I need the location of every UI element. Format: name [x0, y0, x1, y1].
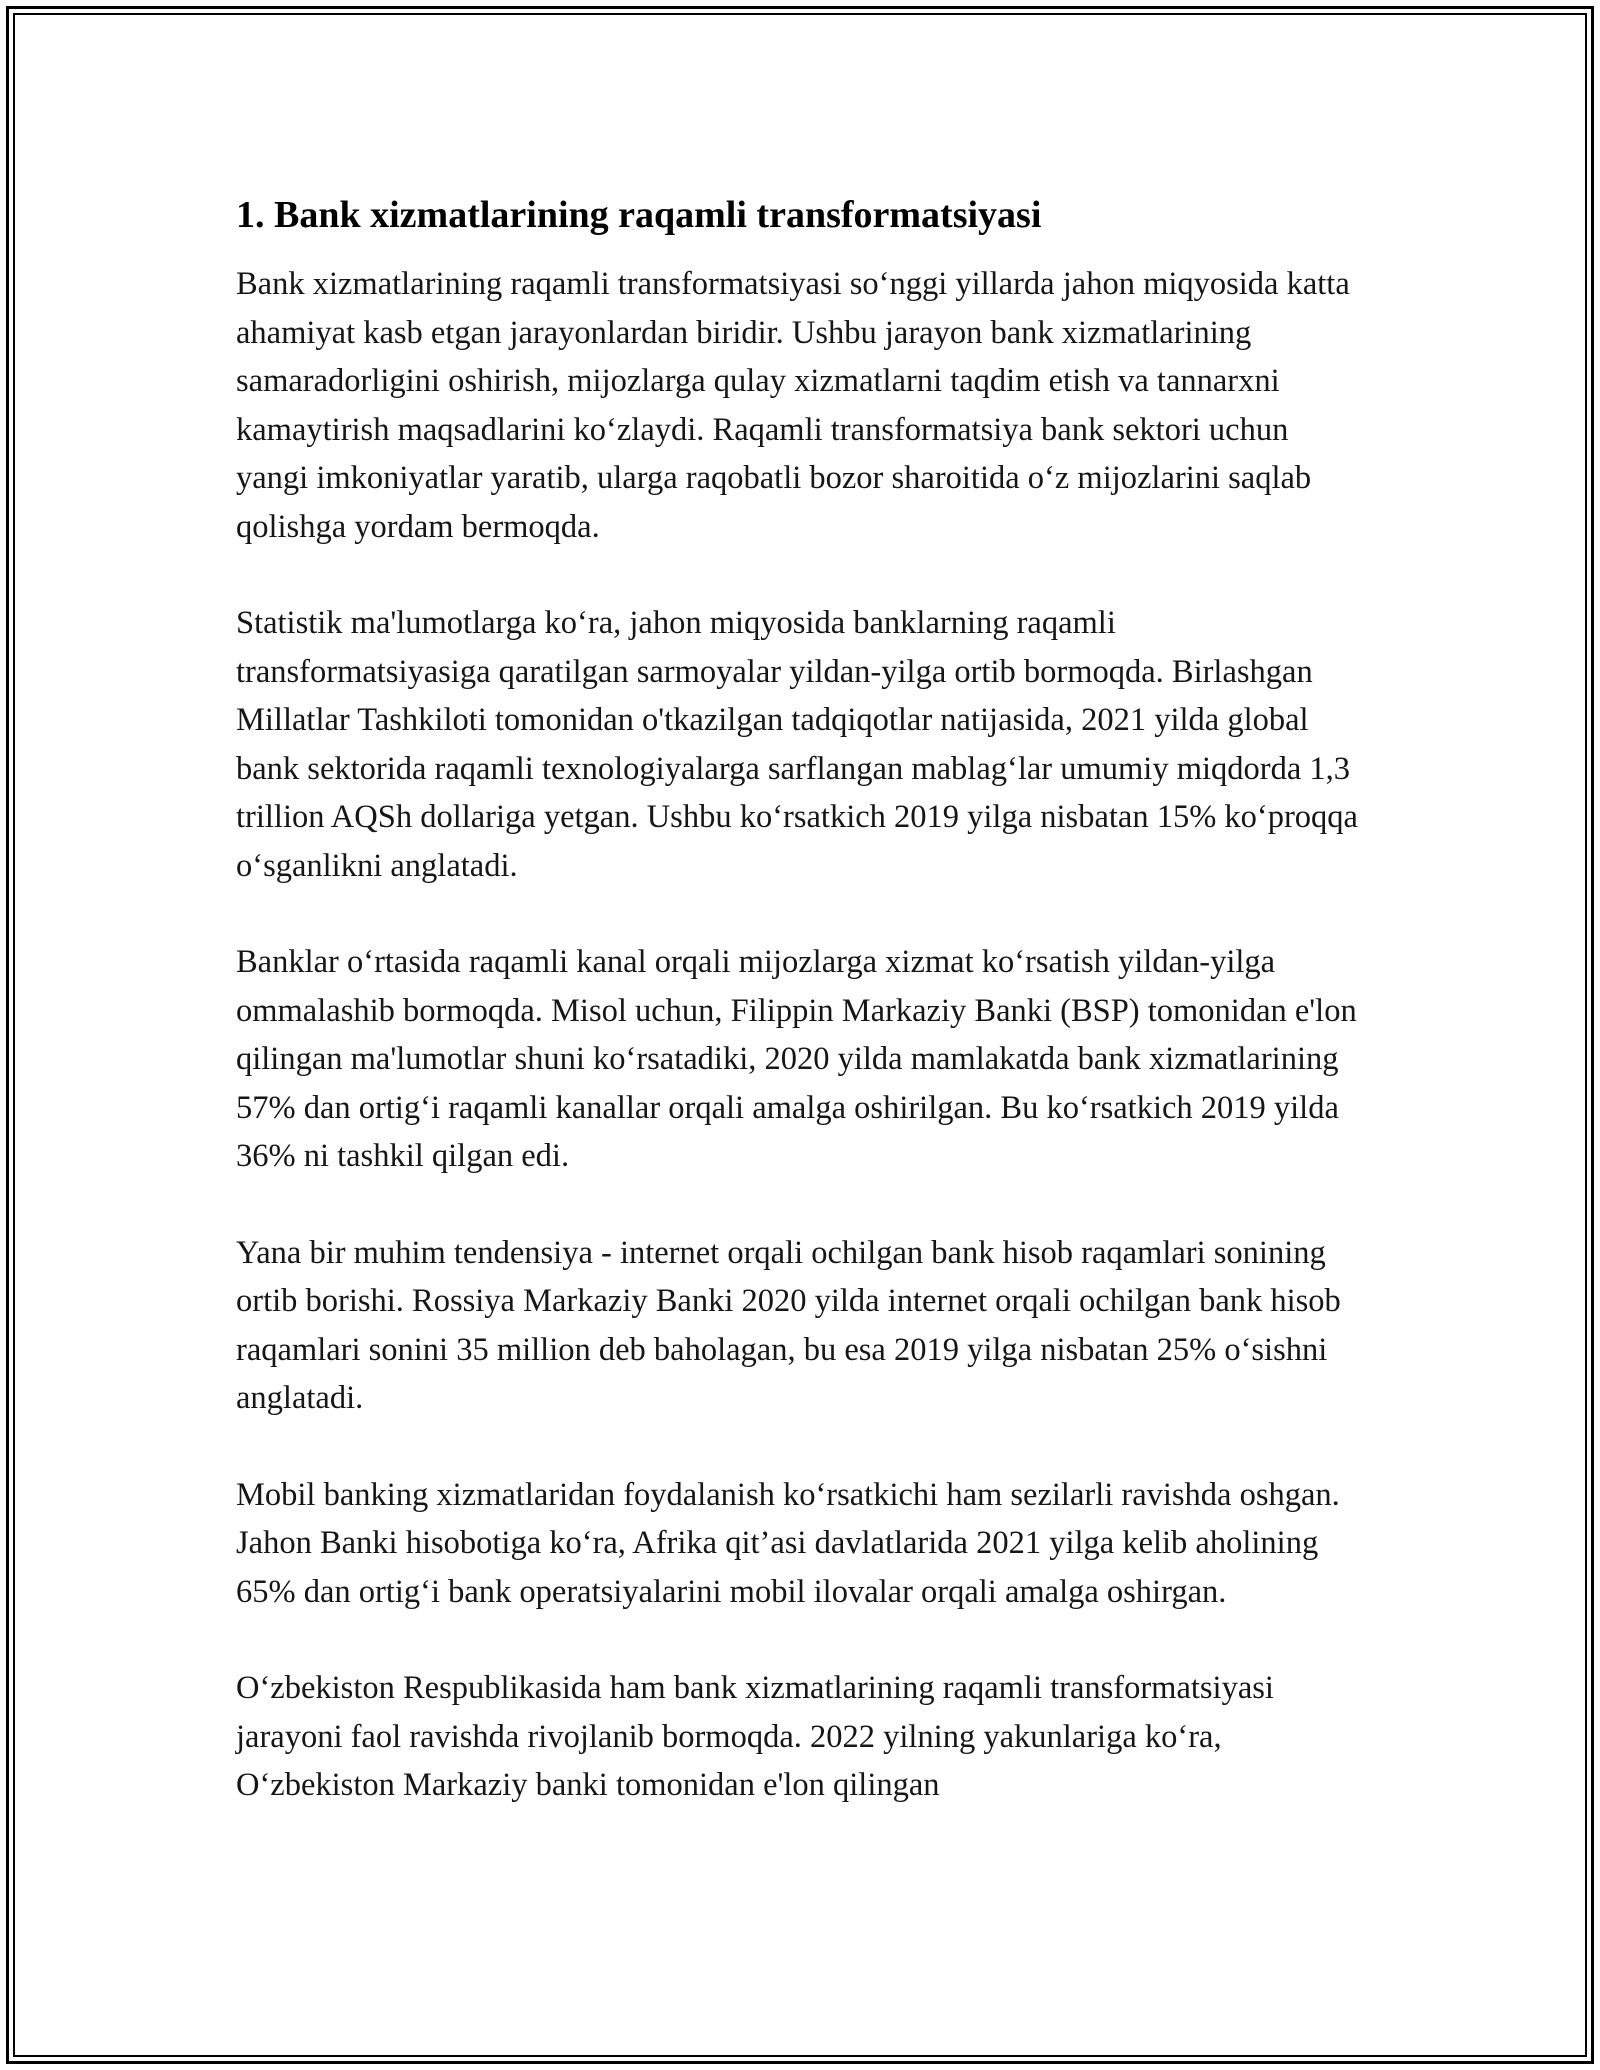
section-heading: 1. Bank xizmatlarining raqamli transformatsiyasi	[236, 194, 1042, 236]
paragraph-intro: Bank xizmatlarining raqamli transformatsiyasi so‘nggi yillarda jahon miqyosida katta ahamiyat kasb etgan jarayonlardan biridir. Ushbu jarayon bank xizmatlarining samaradorligini oshirish, mijozlarga qulay xizmatlarni taqdim etish va tannarxni kamaytirish maqsadlarini ko‘zlaydi. Raqamli transformatsiya bank sektori uchun yangi imkoniyatlar yaratib, ularga raqobatli bozor sharoitida o‘z mijozlarini saqlab qolishga yordam bermoqda.	[236, 266, 1350, 545]
paragraph-online-accounts: Yana bir muhim tendensiya - internet orqali ochilgan bank hisob raqamlari sonining ortib borishi. Rossiya Markaziy Banki 2020 yilda internet orqali ochilgan bank hisob raqamlari sonini 35 million deb baholagan, bu esa 2019 yilga nisbatan 25% o‘sishni anglatadi.	[236, 1234, 1341, 1416]
paragraph-digital-channels: Banklar o‘rtasida raqamli kanal orqali mijozlarga xizmat ko‘rsatish yildan-yilga ommalashib bormoqda. Misol uchun, Filippin Markaziy Banki (BSP) tomonidan e'lon qilingan ma'lumotlar shuni ko‘rsatadiki, 2020 yilda mamlakatda bank xizmatlarining 57% dan ortig‘i raqamli kanallar orqali amalga oshirilgan. Bu ko‘rsatkich 2019 yilda 36% ni tashkil qilgan edi.	[236, 944, 1357, 1174]
paragraph-mobile-banking: Mobil banking xizmatlaridan foydalanish ko‘rsatkichi ham sezilarli ravishda oshgan. Jahon Banki hisobotiga ko‘ra, Afrika qit’asi davlatlarida 2021 yilga kelib aholining 65% dan ortig‘i bank operatsiyalarini mobil ilovalar orqali amalga oshirgan.	[236, 1476, 1340, 1610]
document-body	[236, 190, 1366, 1858]
paragraph-global-investment: Statistik ma'lumotlarga ko‘ra, jahon miqyosida banklarning raqamli transformatsiyasiga qaratilgan sarmoyalar yildan-yilga ortib bormoqda. Birlashgan Millatlar Tashkiloti tomonidan o'tkazilgan tadqiqotlar natijasida, 2021 yilda global bank sektorida raqamli texnologiyalarga sarflangan mablag‘lar umumiy miqdorda 1,3 trillion AQSh dollariga yetgan. Ushbu ko‘rsatkich 2019 yilga nisbatan 15% ko‘proqqa o‘sganlikni anglatadi.	[236, 605, 1358, 884]
paragraph-uzbekistan: O‘zbekiston Respublikasida ham bank xizmatlarining raqamli transformatsiyasi jarayoni faol ravishda rivojlanib bormoqda. 2022 yilning yakunlariga ko‘ra, O‘zbekiston Markaziy banki tomonidan e'lon qilingan	[236, 1670, 1274, 1803]
